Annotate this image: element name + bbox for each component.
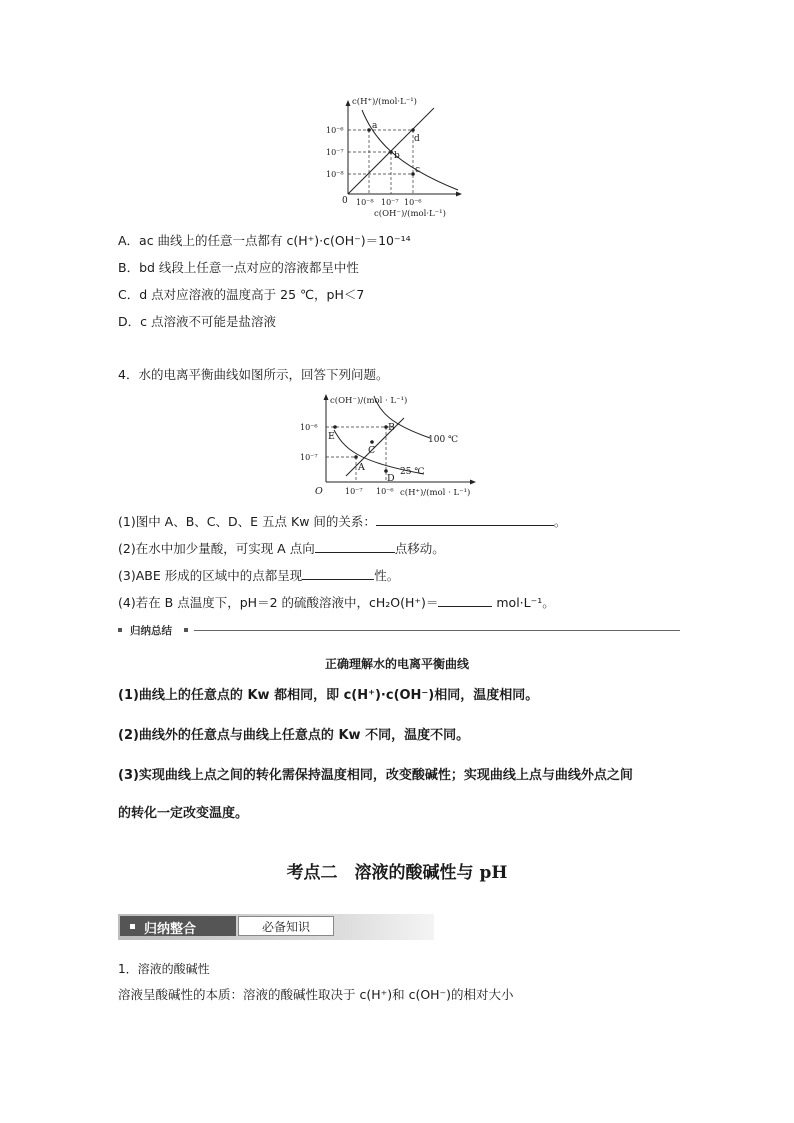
question-4-stem: 4．水的电离平衡曲线如图所示，回答下列问题。 <box>118 367 389 382</box>
x-axis-arrow <box>456 192 462 197</box>
label-d: D <box>387 473 395 484</box>
option-a: A．ac 曲线上的任意一点都有 c(H⁺)·c(OH⁻)＝10⁻¹⁴ <box>118 233 411 248</box>
label-a: a <box>372 121 378 131</box>
sub-question-2-text: (2)在水中加少量酸，可实现 A 点向 <box>118 541 315 556</box>
figure-2-ionization-curves <box>296 390 502 502</box>
point-a <box>354 455 358 459</box>
section-banner <box>118 914 434 940</box>
point-e <box>333 425 337 429</box>
point-c <box>370 440 374 444</box>
summary-header <box>118 624 680 638</box>
answer-blank-4[interactable] <box>438 594 492 607</box>
origin-label: O <box>315 486 323 497</box>
x-axis-label: c(OH⁻)/(mol·L⁻¹) <box>374 209 446 219</box>
y-tick-7: 10⁻⁷ <box>326 148 344 157</box>
summary-point-2: (2)曲线外的任意点与曲线上任意点的 Kw 不同，温度不同。 <box>118 728 470 743</box>
summary-point-3-line-1: (3)实现曲线上点之间的转化需保持温度相同，改变酸碱性；实现曲线上点与曲线外点之间 <box>118 768 633 783</box>
sub-question-4-end: mol·L⁻¹。 <box>496 595 555 610</box>
label-25c: 25 ℃ <box>400 467 425 477</box>
origin-label: 0 <box>342 196 348 206</box>
label-b: b <box>394 151 400 161</box>
point-d <box>411 128 415 132</box>
answer-blank-3[interactable] <box>302 567 374 580</box>
divider <box>194 630 680 631</box>
summary-point-3-line-2: 的转化一定改变温度。 <box>118 806 249 821</box>
part-1-text: 溶液呈酸碱性的本质：溶液的酸碱性取决于 c(H⁺)和 c(OH⁻)的相对大小 <box>118 987 514 1002</box>
banner-left-block <box>120 916 236 936</box>
y-tick-6: 10⁻⁶ <box>326 126 344 135</box>
y-axis-label: c(OH⁻)/(mol · L⁻¹) <box>330 396 408 406</box>
label-d: d <box>414 134 420 144</box>
part-1-heading: 1．溶液的酸碱性 <box>118 962 210 976</box>
y-axis-arrow <box>324 394 329 400</box>
y-tick-7: 10⁻⁷ <box>300 453 318 462</box>
label-a: A <box>358 462 365 473</box>
x-tick-7: 10⁻⁷ <box>381 198 399 207</box>
square-bullet-icon <box>184 628 188 632</box>
sub-question-1-text: (1)图中 A、B、C、D、E 五点 Kw 间的关系： <box>118 514 376 529</box>
x-axis-label: c(H⁺)/(mol · L⁻¹) <box>400 488 471 498</box>
sub-question-1-end: 。 <box>553 514 567 529</box>
option-c: C．d 点对应溶液的温度高于 25 ℃，pH＜7 <box>118 287 365 302</box>
label-c: c <box>415 165 421 175</box>
figure-1-ionization-curve <box>318 92 478 224</box>
x-tick-6: 10⁻⁶ <box>376 487 394 496</box>
x-tick-7: 10⁻⁷ <box>345 487 363 496</box>
answer-blank-2[interactable] <box>315 540 395 553</box>
x-tick-8: 10⁻⁸ <box>356 198 374 207</box>
answer-blank-1[interactable] <box>376 513 554 526</box>
sub-question-2 <box>118 540 445 558</box>
square-bullet-icon <box>130 924 135 929</box>
banner-left-label: 归纳整合 <box>144 922 197 937</box>
y-axis-arrow <box>346 100 351 106</box>
x-tick-6: 10⁻⁶ <box>404 198 422 207</box>
banner-right-block <box>238 916 334 936</box>
sub-question-3 <box>118 567 399 585</box>
summary-point-1: (1)曲线上的任意点的 Kw 都相同，即 c(H⁺)·c(OH⁻)相同，温度相同。 <box>118 688 539 703</box>
banner-right-label: 必备知识 <box>261 920 310 934</box>
y-tick-8: 10⁻⁸ <box>326 170 344 179</box>
square-bullet-icon <box>118 628 122 632</box>
sub-question-3-text: (3)ABE 形成的区域中的点都呈现 <box>118 568 303 583</box>
sub-question-3-end: 性。 <box>374 568 400 583</box>
point-a <box>367 128 371 132</box>
point-b <box>389 150 393 154</box>
y-tick-6: 10⁻⁶ <box>300 423 318 432</box>
sub-question-4 <box>118 594 555 612</box>
summary-title: 正确理解水的电离平衡曲线 <box>324 657 469 671</box>
option-b: B．bd 线段上任意一点对应的溶液都呈中性 <box>118 260 359 275</box>
x-axis-arrow <box>470 480 476 485</box>
label-b: B <box>388 422 395 433</box>
label-e: E <box>328 431 335 442</box>
section-title: 考点二 溶液的酸碱性与 pH <box>286 863 508 883</box>
summary-tag: 归纳总结 <box>130 625 172 637</box>
sub-question-2-end: 点移动。 <box>394 541 445 556</box>
sub-question-4-text: (4)若在 B 点温度下，pH＝2 的硫酸溶液中，cH₂O(H⁺)＝ <box>118 595 439 610</box>
label-100c: 100 ℃ <box>428 435 459 445</box>
y-axis-label: c(H⁺)/(mol·L⁻¹) <box>352 97 417 107</box>
option-d: D．c 点溶液不可能是盐溶液 <box>118 314 276 329</box>
label-c: C <box>368 445 376 456</box>
sub-question-1 <box>118 513 566 531</box>
